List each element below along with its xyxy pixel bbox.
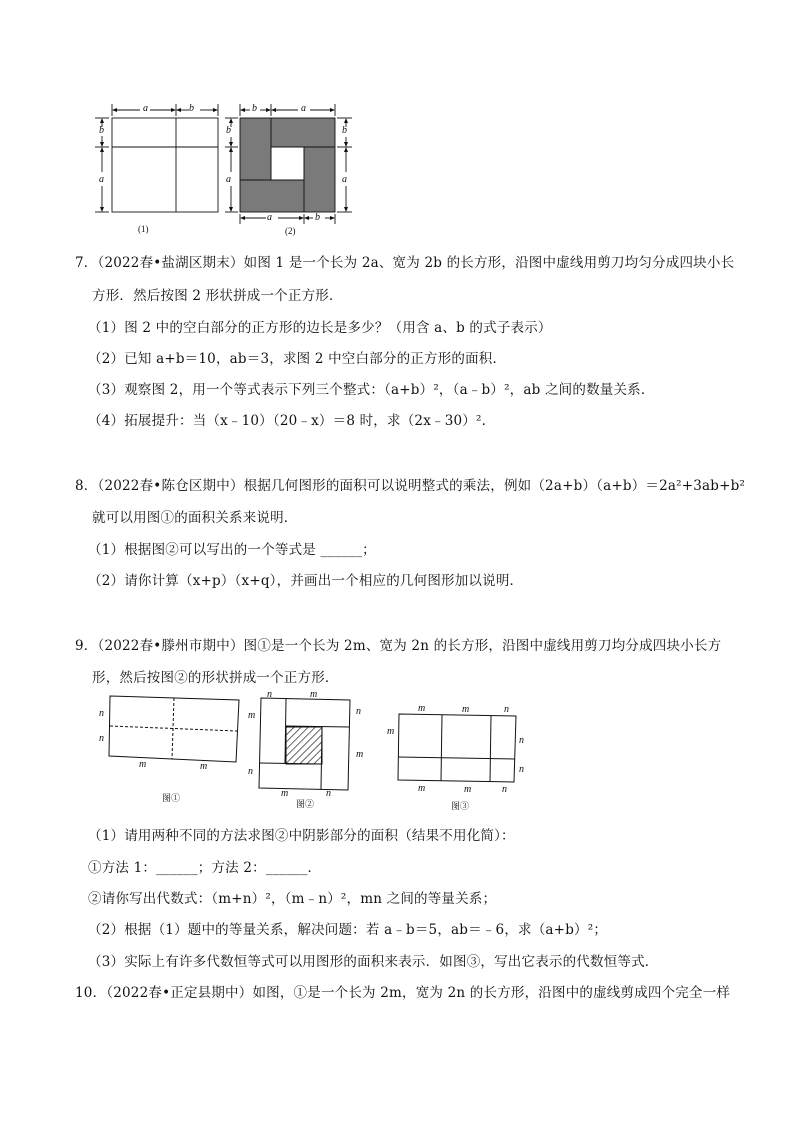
fig9-2-label-m-bottom: m (281, 788, 289, 799)
fig9-2-label-m-right: m (356, 749, 364, 760)
q7-part3: （3）观察图 2，用一个等式表示下列三个整式：（a+b）²，（a﹣b）²，ab 之间的数量关系． (88, 382, 655, 398)
fig2-label-a-top: a (301, 103, 306, 114)
q9-part1: （1）请用两种不同的方法求图②中阴影部分的面积（结果不用化简）： (88, 828, 515, 844)
q7-part1: （1）图 2 中的空白部分的正方形的边长是多少？（用含 a、b 的式子表示） (88, 320, 552, 336)
fig9-3-label-m-top-2: m (462, 704, 470, 715)
q9-stem-line2: 形，然后按图②的形状拼成一个正方形． (92, 670, 339, 686)
fig2-label-a-left: a (226, 174, 231, 185)
fig9-2-label-n-left: n (248, 766, 253, 777)
q9-part2: （2）根据（1）题中的等量关系，解决问题：若 a﹣b＝5，ab＝﹣6，求（a+b）²； (88, 922, 608, 938)
figure-9-3-rectangle-grid (396, 710, 521, 786)
q9-stem-line1: 9．（2022春•滕州市期中）图①是一个长为 2m、宽为 2n 的长方形，沿图中虚线用剪刀均分成四块小长方 (75, 638, 722, 654)
fig2-caption: (2) (285, 226, 296, 236)
figure-2-square-with-hole (222, 100, 357, 225)
q7-part2: （2）已知 a+b＝10，ab＝3，求图 2 中空白部分的正方形的面积． (88, 351, 507, 367)
fig9-3-label-n-right: n (519, 735, 524, 746)
q9-part1-method: ①方法 1：______；方法 2：______． (88, 860, 322, 876)
fig1-label-b-left: b (99, 125, 104, 136)
q8-stem-line2: 就可以用图①的面积关系来说明． (92, 510, 298, 526)
fig1-label-a-left: a (99, 174, 104, 185)
fig9-3-label-n-right-2: n (519, 764, 524, 775)
fig1-label-a-top: a (143, 103, 148, 114)
fig2-label-a-right: a (342, 174, 347, 185)
fig9-3-label-n-top: n (504, 704, 509, 715)
fig9-1-label-m-left: m (139, 759, 147, 770)
q8-part2: （2）请你计算（x+p）（x+q），并画出一个相应的几何图形加以说明． (88, 573, 524, 589)
q9-part3: （3）实际上有许多代数恒等式可以用图形的面积来表示．如图③，写出它表示的代数恒等式． (88, 954, 659, 970)
fig2-label-b-bottom: b (315, 212, 320, 223)
q7-stem-line2: 方形．然后按图 2 形状拼成一个正方形． (92, 288, 343, 304)
fig9-3-label-n-bottom: n (502, 784, 507, 795)
fig2-label-b-right: b (342, 125, 347, 136)
q7-part4: （4）拓展提升：当（x﹣10）（20﹣x）＝8 时，求（2x﹣30）²． (88, 413, 496, 429)
fig9-2-label-m-top: m (310, 689, 318, 700)
fig1-caption: (1) (138, 224, 149, 234)
figure-9-1-rectangle (108, 692, 243, 772)
fig9-2-label-m-left: m (248, 710, 256, 721)
figure-9-2-square (256, 694, 356, 796)
q7-stem-line1: 7．（2022春•盐湖区期末）如图 1 是一个长为 2a、宽为 2b 的长方形，沿图中虚线用剪刀均匀分成四块小长 (75, 255, 735, 271)
fig9-2-caption: 图② (296, 799, 315, 809)
fig9-1-label-n-top: n (99, 708, 104, 719)
figure-1-rectangle-split (92, 100, 222, 235)
fig9-3-label-m-left: m (387, 726, 395, 737)
fig1-label-b-top: b (189, 103, 194, 114)
fig9-1-label-n-bottom: n (99, 733, 104, 744)
q10-stem-line1: 10．（2022春•正定县期中）如图，①是一个长为 2m，宽为 2n 的长方形，沿图中的虚线剪成四个完全一样 (75, 985, 731, 1001)
fig9-3-label-m-bottom-1: m (418, 783, 426, 794)
fig9-3-label-m-bottom-2: m (464, 784, 472, 795)
fig2-label-a-bottom: a (267, 212, 272, 223)
q9-part1-relation: ②请你写出代数式：（m+n）²，（m﹣n）²，mn 之间的等量关系； (88, 891, 497, 907)
fig9-1-label-m-right: m (200, 761, 208, 772)
fig9-2-label-n-right: n (356, 706, 361, 717)
fig9-3-caption: 图③ (451, 801, 470, 811)
fig9-3-label-m-top-1: m (418, 703, 426, 714)
fig9-2-label-n-bottom: n (326, 788, 331, 799)
q8-part1: （1）根据图②可以写出的一个等式是 ______； (88, 542, 376, 558)
q8-stem-line1: 8．（2022春•陈仓区期中）根据几何图形的面积可以说明整式的乘法，例如（2a+b）（a+b）＝2a²+3ab+b² (75, 478, 746, 494)
fig2-label-b-left: b (226, 125, 231, 136)
fig2-label-b-top: b (252, 103, 257, 114)
fig9-1-caption: 图① (162, 793, 181, 803)
fig9-2-label-n-topleft: n (267, 689, 272, 700)
